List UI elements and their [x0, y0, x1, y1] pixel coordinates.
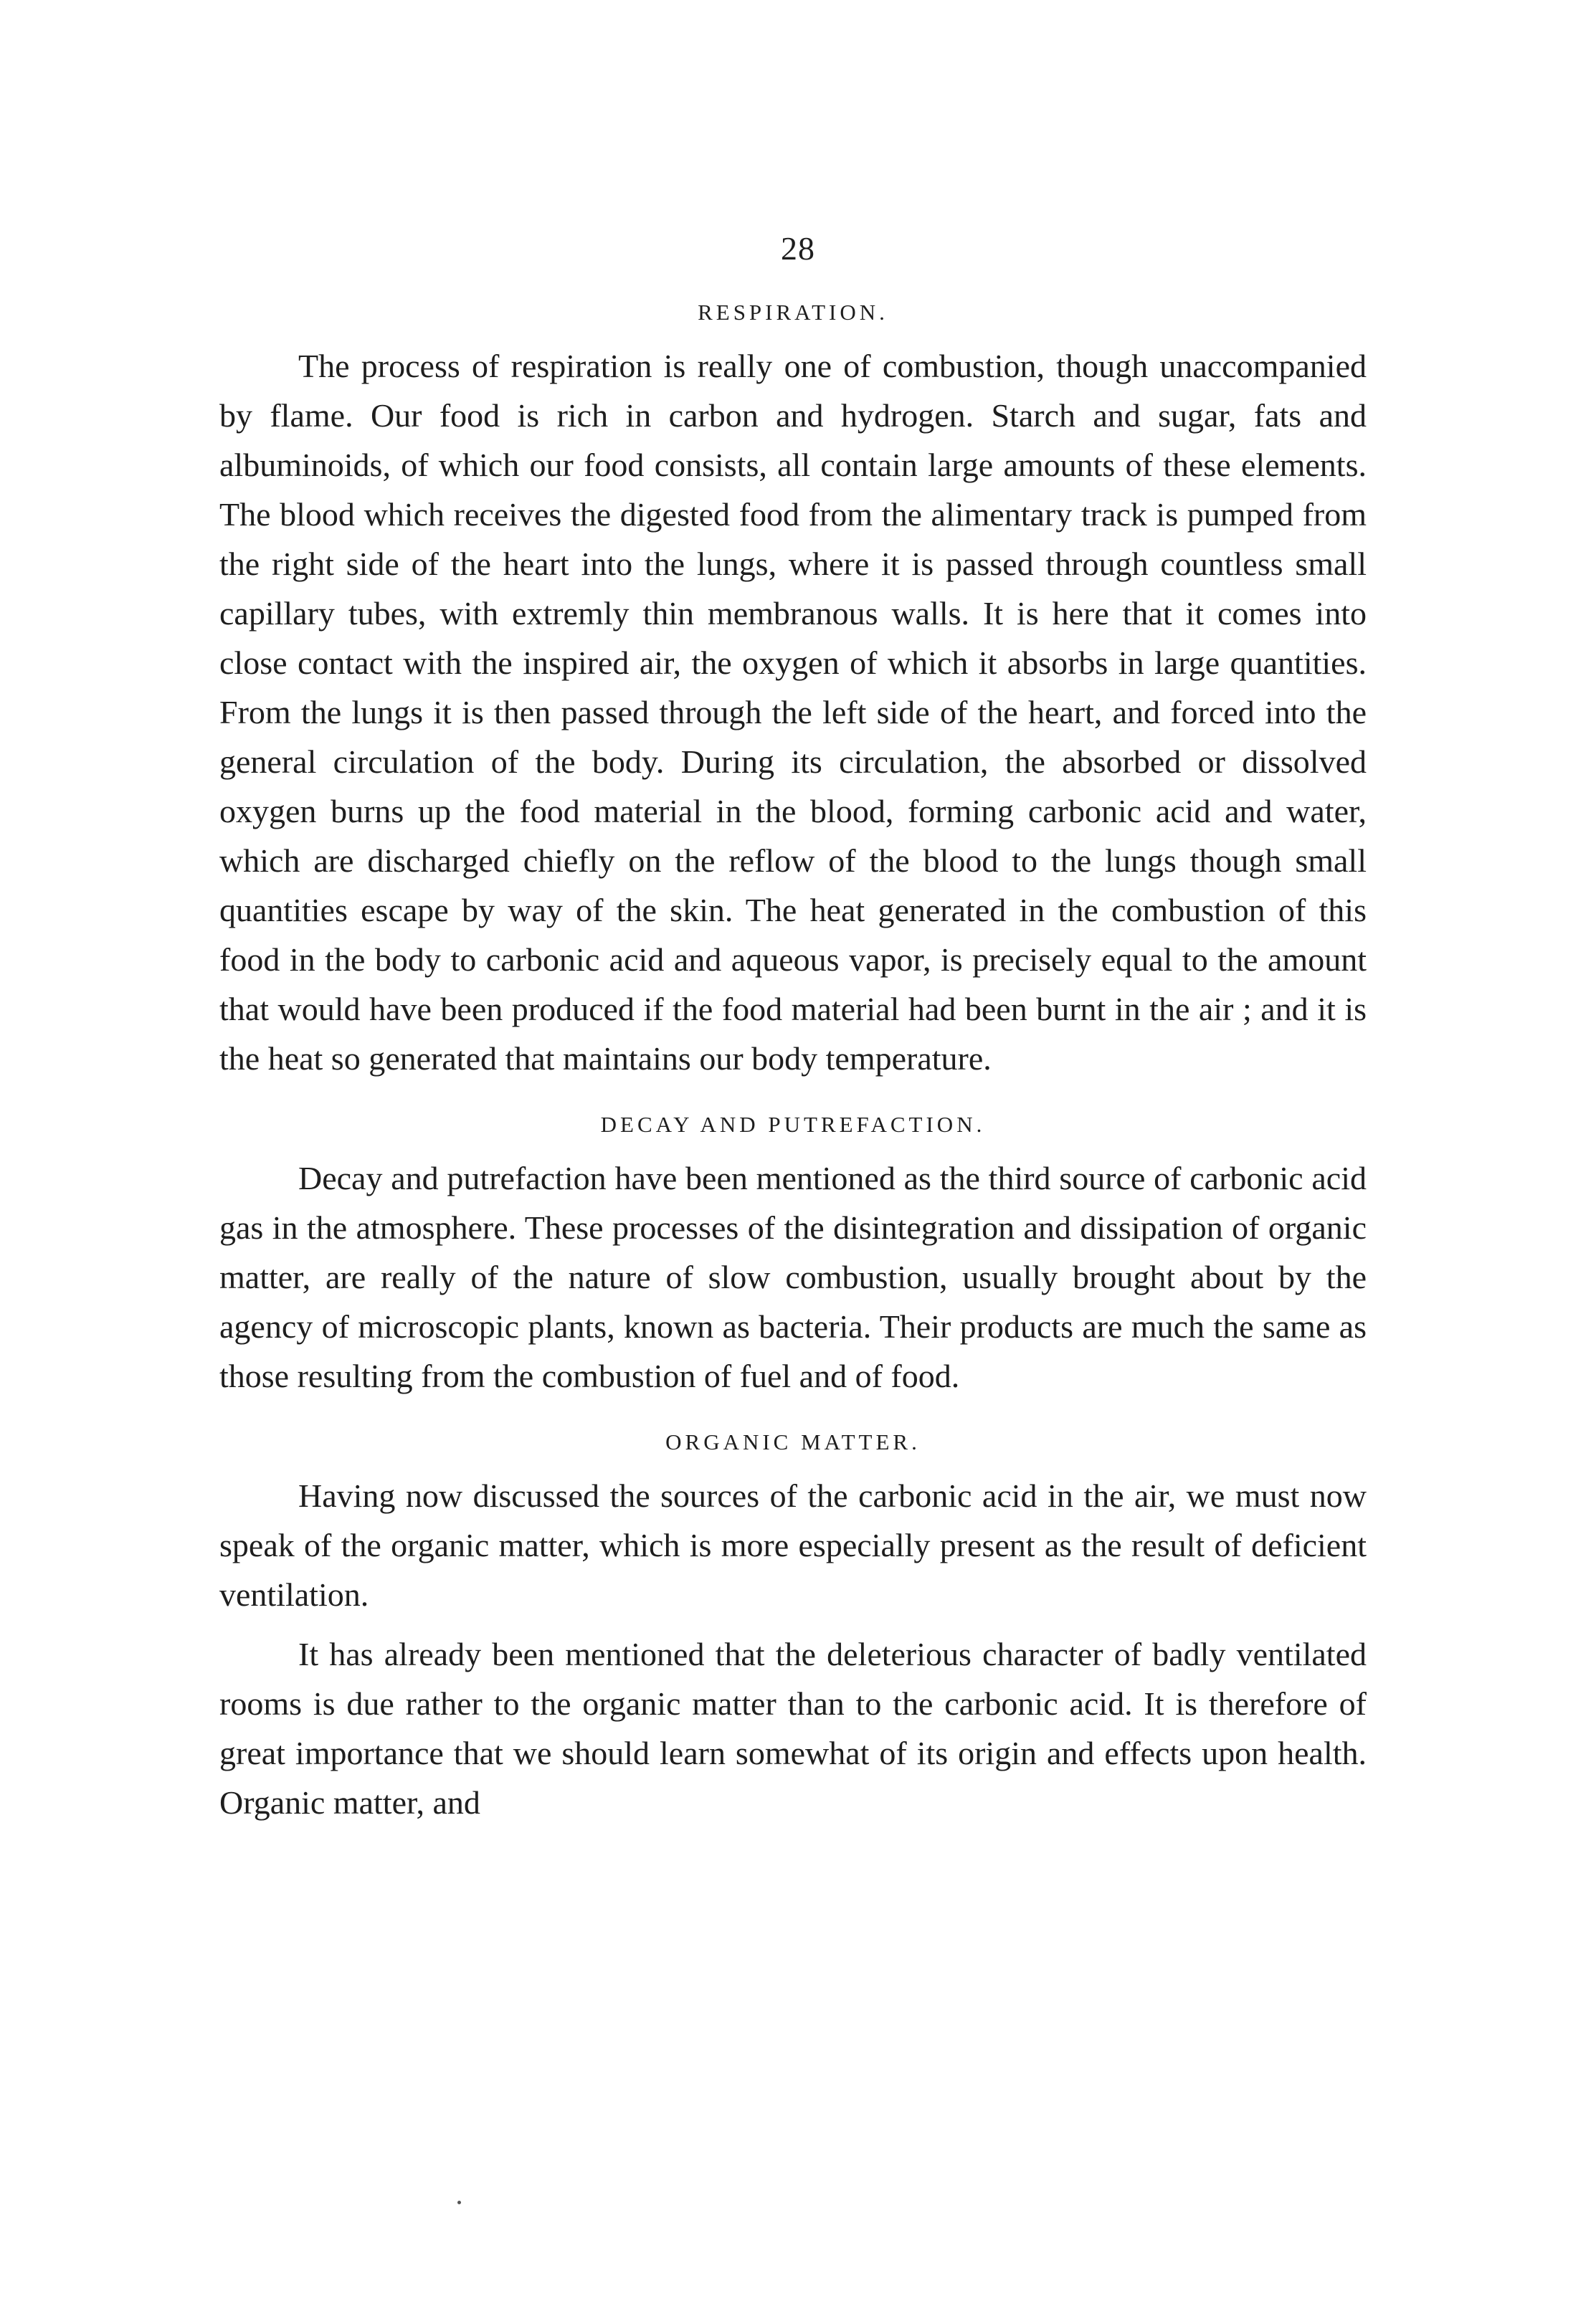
paragraph-organic-matter-1: Having now discussed the sources of the carbonic acid in the air, we must now speak of the organic matter, which is more especially present as the result of deficient ventilation.	[219, 1477, 1367, 1613]
paragraph-respiration: The process of respiration is really one of combustion, though unaccompanied by flame. Our food is rich in carbon and hydrogen. Starch and sugar, fats and albuminoids, of which our food consists, all contain large amounts of these elements. The blood which receives the digested food from the alimentary track is pumped from the right side of the heart into the lungs, where it is passed through countless small capillary tubes, with extremly thin membranous walls. It is here that it comes into close contact with the inspired air, the oxygen of which it absorbs in large quantities. From the lungs it is then passed through the left side of the heart, and forced into the general circulation of the body. During its circulation, the absorbed or dissolved oxygen burns up the food material in the blood, forming carbonic acid and water, which are discharged chiefly on the reflow of the blood to the lungs though small quantities escape by way of the skin. The heat generated in the combustion of this food in the body to carbonic acid and aqueous vapor, is precisely equal to the amount that would have been produced if the food material had been burnt in the air ; and it is the heat so generated that maintains our body temperature.	[219, 348, 1367, 1077]
section-heading-respiration: RESPIRATION.	[698, 300, 888, 325]
page-body	[219, 300, 1367, 1827]
paragraph-decay: Decay and putrefaction have been mentioned as the third source of carbonic acid gas in the atmosphere. These processes of the disintegration and dissipation of organic matter, are really of the nature of slow combustion, usually brought about by the agency of microscopic plants, known as bacteria. Their products are much the same as those resulting from the combustion of fuel and of food.	[219, 1160, 1367, 1394]
page-number: 28	[781, 230, 815, 267]
paragraph-organic-matter-2: It has already been mentioned that the deleterious character of badly ventilated rooms is due rather to the organic matter than to the carbonic acid. It is therefore of great importance that we should learn somewhat of its origin and effects upon health. Organic matter, and	[219, 1636, 1367, 1821]
ink-speck	[457, 2201, 461, 2204]
section-heading-decay-putrefaction: DECAY AND PUTREFACTION.	[600, 1112, 986, 1137]
section-heading-organic-matter: ORGANIC MATTER.	[665, 1429, 921, 1454]
